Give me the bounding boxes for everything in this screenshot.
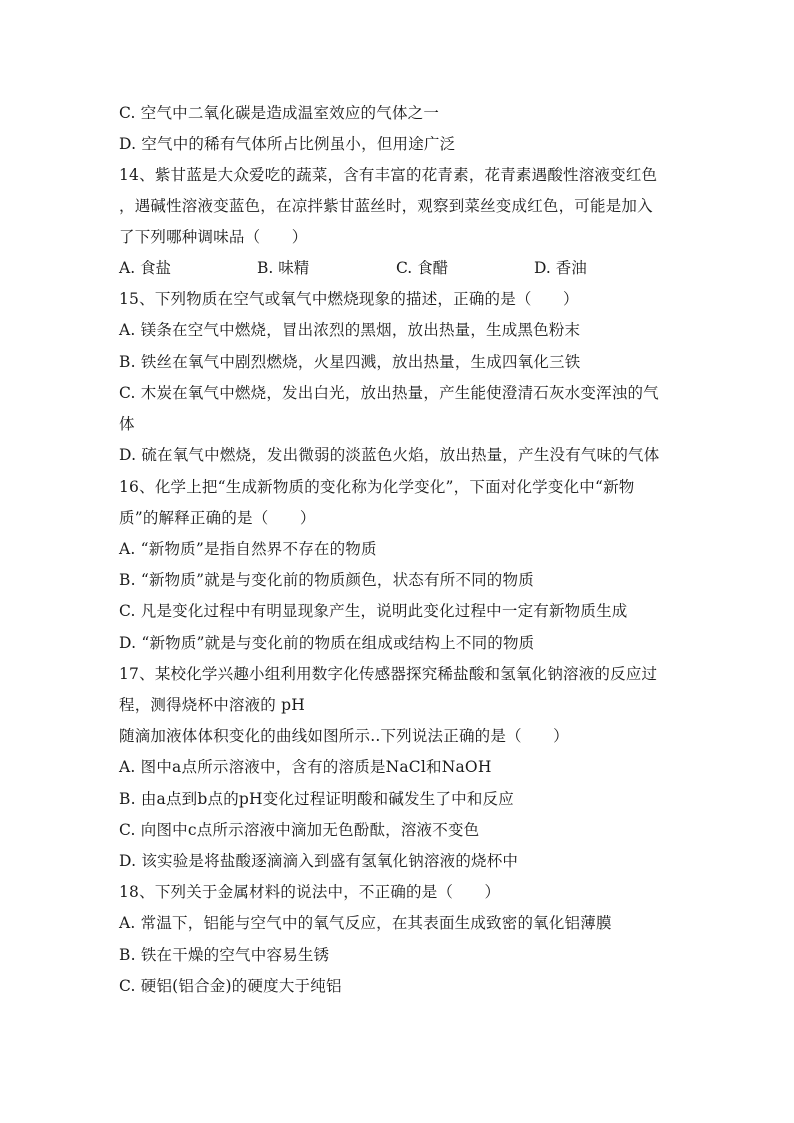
q16-option-b: B. “新物质”就是与变化前的物质颜色，状态有所不同的物质 (119, 571, 534, 589)
q13-option-c: C. 空气中二氧化碳是造成温室效应的气体之一 (119, 104, 440, 122)
q14-option-c: C. 食醋 (396, 259, 449, 277)
q15-option-d: D. 硫在氧气中燃烧，发出微弱的淡蓝色火焰，放出热量，产生没有气味的气体 (119, 446, 660, 464)
q14-stem-line-2: ，遇碱性溶液变蓝色，在凉拌紫甘蓝丝时，观察到菜丝变成红色，可能是加入 (119, 197, 653, 215)
q17-option-c: C. 向图中c点所示溶液中滴加无色酚酞，溶液不变色 (119, 821, 480, 839)
q17-stem-line-2: 程，测得烧杯中溶液的 pH (119, 696, 305, 714)
q14-option-b: B. 味精 (257, 259, 310, 277)
q17-option-b: B. 由a点到b点的pH变化过程证明酸和碱发生了中和反应 (119, 790, 514, 808)
q15-option-a: A. 镁条在空气中燃烧，冒出浓烈的黑烟，放出热量，生成黑色粉末 (119, 321, 581, 339)
q16-option-c: C. 凡是变化过程中有明显现象产生，说明此变化过程中一定有新物质生成 (119, 602, 628, 620)
q14-stem-line-3: 了下列哪种调味品（ ） (119, 228, 308, 246)
q18-option-c: C. 硬铝(铝合金)的硬度大于纯铝 (119, 977, 342, 995)
q18-option-a: A. 常温下，铝能与空气中的氧气反应，在其表面生成致密的氧化铝薄膜 (119, 914, 612, 932)
q15-stem: 15、下列物质在空气或氧气中燃烧现象的描述，正确的是（ ） (119, 290, 579, 308)
q18-stem: 18、下列关于金属材料的说法中，不正确的是（ ） (119, 883, 501, 901)
q16-option-d: D. “新物质”就是与变化前的物质在组成或结构上不同的物质 (119, 634, 535, 652)
q17-stem-line-1: 17、某校化学兴趣小组利用数字化传感器探究稀盐酸和氢氧化钠溶液的反应过 (119, 665, 658, 683)
q16-stem-line-1: 16、化学上把“生成新物质的变化称为化学变化”，下面对化学变化中“新物 (119, 478, 635, 496)
q15-option-c-line-2: 体 (119, 415, 135, 433)
q14-option-a: A. 食盐 (119, 259, 172, 277)
q14-option-d: D. 香油 (534, 259, 587, 277)
q17-option-d: D. 该实验是将盐酸逐滴滴入到盛有氢氧化钠溶液的烧杯中 (119, 852, 519, 870)
q17-stem-line-3: 随滴加液体体积变化的曲线如图所示..下列说法正确的是（ ） (119, 727, 569, 745)
q17-option-a: A. 图中a点所示溶液中，含有的溶质是NaCl和NaOH (119, 758, 492, 776)
q15-option-b: B. 铁丝在氧气中剧烈燃烧，火星四溅，放出热量，生成四氧化三铁 (119, 353, 581, 371)
q14-stem-line-1: 14、紫甘蓝是大众爱吃的蔬菜，含有丰富的花青素，花青素遇酸性溶液变红色 (119, 166, 658, 184)
q18-option-b: B. 铁在干燥的空气中容易生锈 (119, 946, 330, 964)
q16-stem-line-2: 质”的解释正确的是（ ） (119, 509, 316, 527)
q13-option-d: D. 空气中的稀有气体所占比例虽小，但用途广泛 (119, 135, 456, 153)
q16-option-a: A. “新物质”是指自然界不存在的物质 (119, 540, 377, 558)
q15-option-c-line-1: C. 木炭在氧气中燃烧，发出白光，放出热量，产生能使澄清石灰水变浑浊的气 (119, 384, 659, 402)
